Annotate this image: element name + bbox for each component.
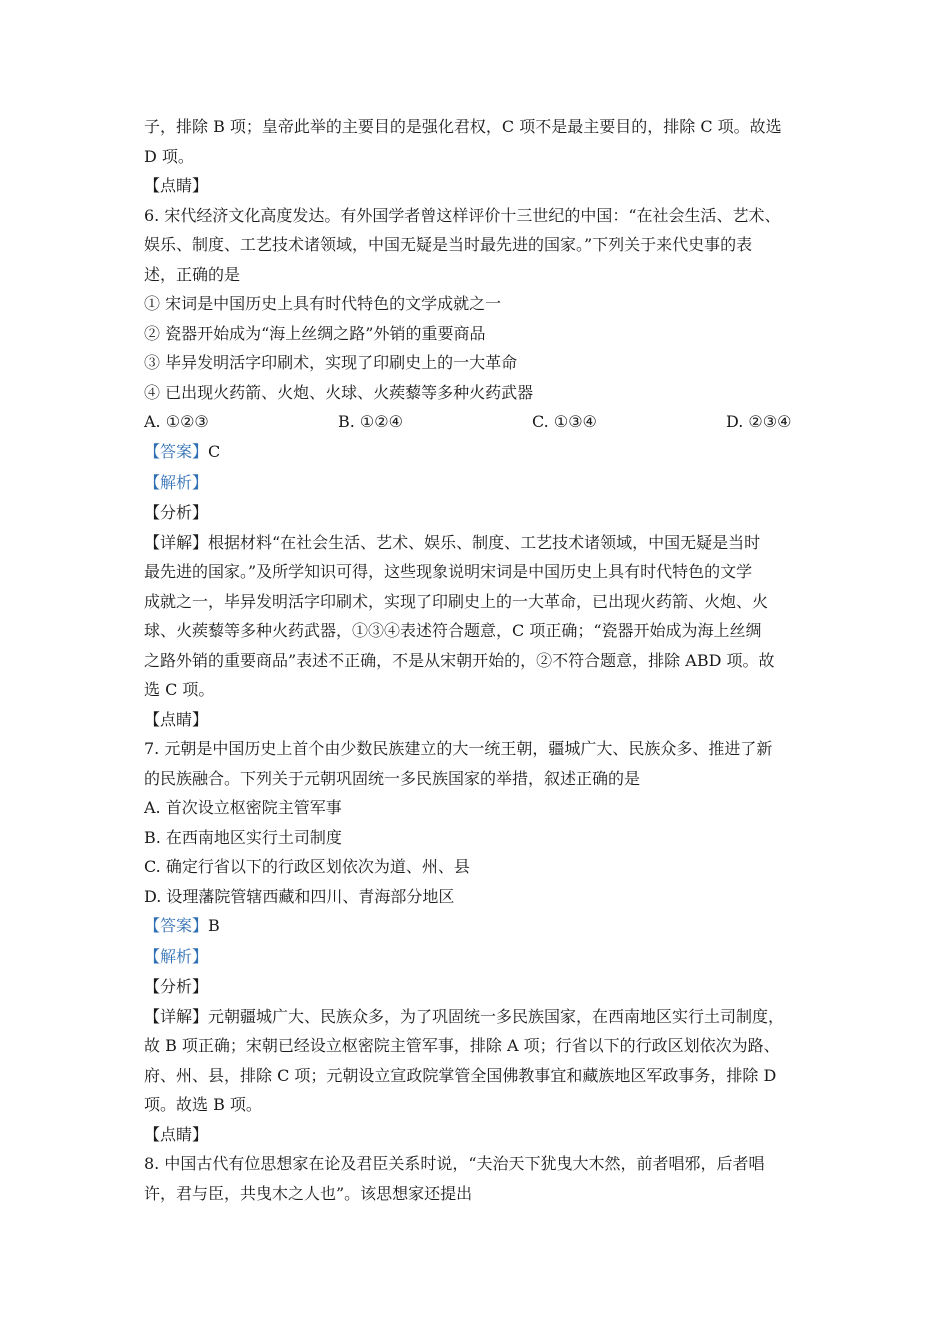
answer-options xyxy=(144,407,808,437)
option-a: A. 首次设立枢密院主管军事 xyxy=(144,798,342,817)
option-b: B. ①②④ xyxy=(338,412,403,431)
option-d: D. 设理藩院管辖西藏和四川、青海部分地区 xyxy=(144,886,455,906)
question-stem-line: 8. 中国古代有位思想家在论及君臣关系时说，“夫治天下犹曳大木然，前者唱邪，后者唱 xyxy=(144,1154,765,1173)
option-c: C. ①③④ xyxy=(532,412,597,431)
answer-label: 【答案】 xyxy=(144,442,209,461)
text-line: 子，排除 B 项；皇帝此举的主要目的是强化君权，C 项不是最主要目的，排除 C 项。故选 xyxy=(144,117,782,136)
previous-question-tail xyxy=(144,112,808,201)
question-stem-line: 述，正确的是 xyxy=(144,264,241,284)
statement-item: ① 宋词是中国历史上具有时代特色的文学成就之一 xyxy=(144,294,502,313)
option-d: D. ②③④ xyxy=(726,412,792,431)
detail-line: 故 B 项正确；宋朝已经设立枢密院主管军事，排除 A 项；行省以下的行政区划依次为路、 xyxy=(144,1036,780,1055)
question-stem-line: 娱乐、制度、工艺技术诸领域，中国无疑是当时最先进的国家。”下列关于来代史事的表 xyxy=(144,235,753,254)
detail-line: 【详解】元朝疆城广大、民族众多，为了巩固统一多民族国家，在西南地区实行土司制度， xyxy=(144,1006,785,1026)
answer-line xyxy=(144,437,808,468)
analysis-label: 【解析】 xyxy=(144,472,209,492)
dianjing-label: 【点睛】 xyxy=(144,1124,209,1144)
statement-item: ② 瓷器开始成为“海上丝绸之路”外销的重要商品 xyxy=(144,323,486,343)
option-c: C. 确定行省以下的行政区划依次为道、州、县 xyxy=(144,857,470,876)
question-stem-line: 许，君与臣，共曳木之人也”。该思想家还提出 xyxy=(144,1183,473,1203)
question-stem-line: 6. 宋代经济文化高度发达。有外国学者曾这样评价十三世纪的中国：“在社会生活、艺术、 xyxy=(144,205,781,225)
question-6 xyxy=(144,201,808,735)
statement-item: ③ 毕异发明活字印刷术，实现了印刷史上的一大革命 xyxy=(144,353,518,372)
analysis-label: 【解析】 xyxy=(144,946,209,966)
detail-line: 【详解】根据材料“在社会生活、艺术、娱乐、制度、工艺技术诸领域，中国无疑是当时 xyxy=(144,532,761,552)
detail-line: 成就之一，毕异发明活字印刷术，实现了印刷史上的一大革命，已出现火药箭、火炮、火 xyxy=(144,591,769,611)
option-a: A. ①②③ xyxy=(144,412,209,431)
detail-line: 球、火蒺藜等多种火药武器，①③④表述符合题意，C 项正确；“瓷器开始成为海上丝绸 xyxy=(144,621,762,640)
answer-value: C xyxy=(208,442,221,461)
answer-label: 【答案】 xyxy=(144,916,209,935)
question-stem-line: 7. 元朝是中国历史上首个由少数民族建立的大一统王朝，疆城广大、民族众多、推进了新 xyxy=(144,739,773,758)
fenxi-label: 【分析】 xyxy=(144,503,209,522)
statement-item: ④ 已出现火药箭、火炮、火球、火蒺藜等多种火药武器 xyxy=(144,382,534,402)
question-stem-line: 的民族融合。下列关于元朝巩固统一多民族国家的举措，叙述正确的是 xyxy=(144,768,641,788)
option-b: B. 在西南地区实行土司制度 xyxy=(144,827,342,847)
document-body xyxy=(144,112,808,1208)
question-8 xyxy=(144,1149,808,1208)
detail-line: 选 C 项。 xyxy=(144,680,215,699)
fenxi-label: 【分析】 xyxy=(144,977,209,996)
dianjing-label: 【点睛】 xyxy=(144,176,209,195)
detail-line: 项。故选 B 项。 xyxy=(144,1095,262,1114)
question-7 xyxy=(144,734,808,1149)
dianjing-label: 【点睛】 xyxy=(144,709,209,729)
detail-line: 府、州、县，排除 C 项；元朝设立宣政院掌管全国佛教事宜和藏族地区军政事务，排除 D xyxy=(144,1065,777,1085)
answer-value: B xyxy=(208,916,220,935)
text-line: D 项。 xyxy=(144,146,194,166)
detail-line: 之路外销的重要商品”表述不正确，不是从宋朝开始的，②不符合题意，排除 ABD 项。故 xyxy=(144,650,775,670)
answer-line xyxy=(144,911,808,942)
detail-line: 最先进的国家。”及所学知识可得，这些现象说明宋词是中国历史上具有时代特色的文学 xyxy=(144,562,753,581)
